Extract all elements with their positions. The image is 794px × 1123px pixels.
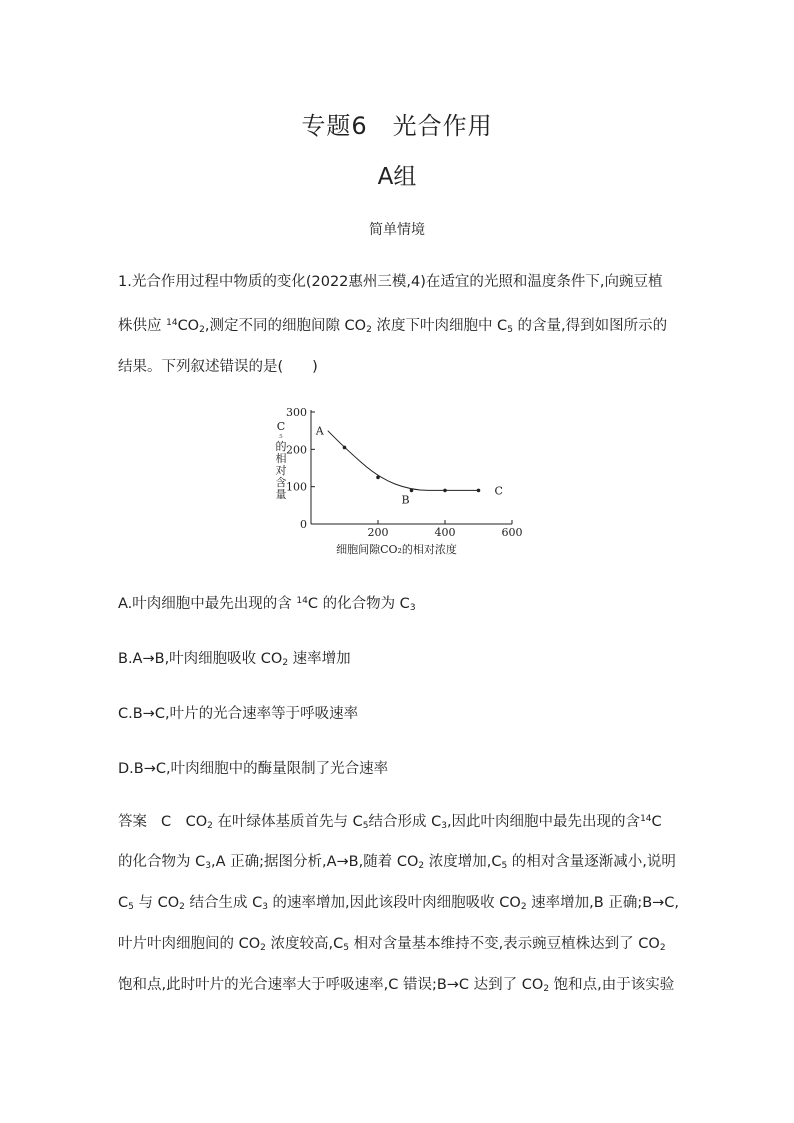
question-line-3: 结果。下列叙述错误的是( ) — [118, 359, 318, 375]
series-line — [328, 431, 479, 491]
answer-segment: 在叶绿体基质首先与 C — [212, 814, 363, 830]
answer-segment: 饱和点,由于该实验 — [549, 977, 675, 993]
question-line-1: 1.光合作用过程中物质的变化(2022惠州三模,4)在适宜的光照和温度条件下,向豌豆植 — [118, 274, 663, 290]
answer-segment: 的化合物为 C — [118, 854, 206, 870]
chart-axes — [311, 410, 512, 524]
y-tick-label: 0 — [300, 518, 307, 531]
x-tick-label: 600 — [501, 526, 523, 539]
answer-segment: 结合形成 C — [368, 814, 442, 830]
answer-segment: ,A 正确;据图分析,A→B,随着 CO — [210, 854, 419, 870]
answer-segment: 2 — [207, 821, 213, 831]
data-point — [410, 489, 414, 493]
answer-line-5 — [118, 975, 674, 995]
answer-segment: 浓度增加,C — [424, 854, 502, 870]
answer-segment: 的速率增加,因此该段叶肉细胞吸收 CO — [267, 895, 521, 911]
option-b: B.A→B,叶肉细胞吸收 $CO_2$ 速率增加 — [118, 651, 351, 668]
answer-segment: 与 CO — [133, 895, 180, 911]
y-axis-label: C ₅ 的相对含量 — [275, 420, 287, 501]
answer-segment: 3 — [205, 861, 211, 871]
point-label-c: C — [494, 484, 503, 498]
data-point — [376, 476, 380, 480]
answer-segment: 的相对含量逐渐减小,说明 — [507, 854, 676, 870]
answer-segment: 饱和点,此时叶片的光合速率大于呼吸速率,C 错误;B→C 达到了 CO — [118, 977, 544, 993]
c5-line-chart — [262, 404, 532, 564]
page-title: 专题6 光合作用 — [301, 112, 493, 140]
answer-segment: 5 — [128, 902, 134, 912]
answer-segment: 浓度较高,C — [265, 936, 344, 952]
point-label-b: B — [401, 493, 410, 507]
answer-segment: 3 — [441, 821, 447, 831]
y-tick-label: 300 — [286, 406, 307, 419]
answer-segment: 2 — [179, 902, 185, 912]
answer-segment: C — [651, 814, 662, 830]
answer-segment: 2 — [543, 984, 550, 994]
answer-line-3 — [118, 893, 679, 913]
option-d: D.B→C,叶肉细胞中的酶量限制了光合速率 — [118, 761, 389, 777]
answer-segment: 5 — [362, 821, 369, 831]
answer-segment: ,因此叶肉细胞中最先出现的含 — [446, 814, 641, 830]
question-line-2: 株供应 $^{14}CO_2$,测定不同的细胞间隙 $CO_2$ 浓度下叶肉细胞中 $C_5$ 的含量,得到如图所示的 — [118, 318, 668, 335]
answer-label: 答案 — [118, 814, 147, 830]
answer-line-1 — [118, 812, 662, 832]
answer-segment: 14 — [640, 814, 652, 824]
option-c: C.B→C,叶片的光合速率等于呼吸速率 — [118, 706, 359, 722]
chart-labels — [276, 406, 523, 556]
chart-marks — [328, 431, 481, 493]
y-tick-label: 100 — [286, 480, 307, 494]
option-a: A.叶肉细胞中最先出现的含 $^{14}$C 的化合物为 $C_3$ — [118, 596, 416, 613]
answer-segment: 结合生成 C — [184, 895, 263, 911]
x-tick-label: 200 — [367, 526, 389, 539]
point-label-a: A — [315, 424, 324, 438]
data-point — [477, 489, 481, 493]
x-axis-label: 细胞间隙CO₂的相对浓度 — [336, 543, 457, 556]
answer-segment: 2 — [520, 902, 527, 912]
answer-segment: CO — [171, 814, 208, 830]
group-heading: A组 — [377, 164, 417, 190]
data-point — [443, 489, 447, 493]
answer-segment: 2 — [418, 861, 425, 871]
answer-segment: 相对含量基本维持不变,表示豌豆植株达到了 CO — [348, 936, 660, 952]
answer-line-2 — [118, 852, 676, 872]
answer-segment: 速率增加,B 正确;B→C, — [526, 895, 680, 911]
answer-segment: C — [118, 895, 129, 911]
answer-segment: 2 — [659, 943, 666, 953]
y-tick-label: 200 — [286, 443, 307, 457]
answer-segment: 5 — [501, 861, 508, 871]
section-heading: 简单情境 — [369, 222, 425, 238]
answer-choice: C — [161, 814, 172, 830]
answer-segment: 3 — [262, 902, 268, 912]
answer-segment: 2 — [260, 943, 266, 953]
data-point — [343, 446, 347, 450]
answer-segment: 5 — [343, 943, 349, 953]
answer-line-4 — [118, 934, 666, 954]
x-tick-label: 400 — [434, 526, 456, 539]
answer-segment: 叶片叶肉细胞间的 CO — [118, 936, 261, 952]
